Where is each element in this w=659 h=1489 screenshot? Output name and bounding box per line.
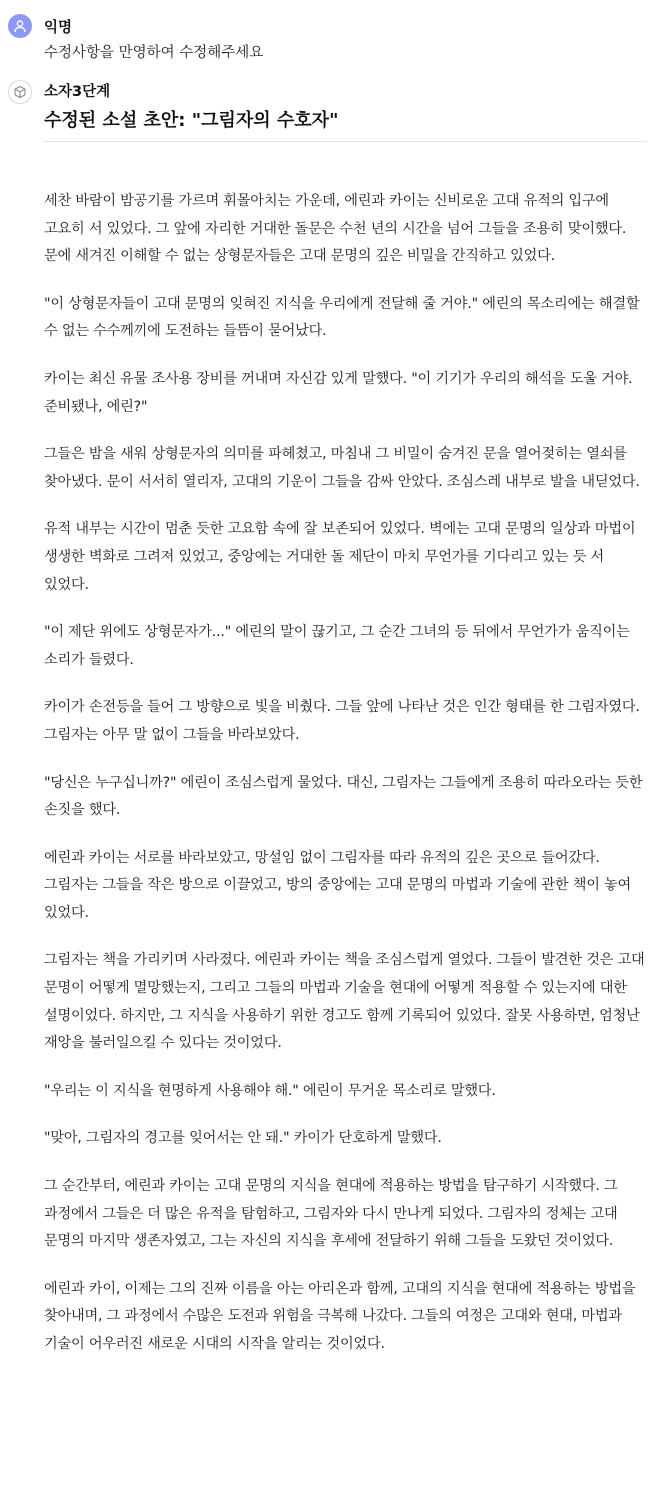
story-paragraph: 그 순간부터, 에린과 카이는 고대 문명의 지식을 현대에 적용하는 방법을 탐구하기 시작했다. 그 과정에서 그들은 더 많은 유적을 탐험하고, 그림자와 다시 만나게 되었다. 그림자의 정체는 고대 문명의 마지막 생존자였고, 그는 자신의 지식을 후세에 전달하기 위해 그들을 도왔던 것이었다. (44, 1178, 618, 1250)
story-paragraph: 카이가 손전등을 들어 그 방향으로 빛을 비췄다. 그들 앞에 나타난 것은 인간 형태를 한 그림자였다. 그림자는 아무 말 없이 그들을 바라보았다. (44, 699, 640, 743)
story-paragraph: "이 상형문자들이 고대 문명의 잊혀진 지식을 우리에게 전달해 줄 거야." 에린의 목소리에는 해결할 수 없는 수수께끼에 도전하는 들뜸이 묻어났다. (44, 295, 640, 340)
story-paragraph: 그림자는 책을 가리키며 사라졌다. 에린과 카이는 책을 조심스럽게 열었다. 그들이 발견한 것은 고대 문명이 어떻게 멸망했는지, 그리고 그들의 마법과 기술을 현대에 어떻게 적용할 수 있는지에 대한 설명이었다. 하지만, 그 지식을 사용하기 위한 경고도 함께 기록되어 있었다. 잘못 사용하면, 엄청난 재앙을 불러일으킬 수 있다는 것이었다. (44, 952, 645, 1052)
story-paragraph: "맞아, 그림자의 경고를 잊어서는 안 돼." 카이가 단호하게 말했다. (44, 1130, 442, 1147)
story-paragraph: 그들은 밤을 새워 상형문자의 의미를 파헤쳤고, 마침내 그 비밀이 숨겨진 문을 열어젖히는 열쇠를 찾아냈다. 문이 서서히 열리자, 고대의 기운이 그들을 감싸 안았다. 조심스레 내부로 발을 내딛었다. (44, 446, 640, 490)
user-message-text: 수정사항을 만영하여 수정해주세요 (44, 45, 264, 61)
story-title: 수정된 소설 초안: "그림자의 수호자" (44, 110, 339, 131)
story-paragraph: 세찬 바람이 밤공기를 가르며 휘몰아치는 가운데, 에린과 카이는 신비로운 고대 유적의 입구에 고요히 서 있었다. 그 앞에 자리한 거대한 돌문은 수천 년의 시간을 넘어 그들을 조용히 맞이했다. 문에 새겨진 이해할 수 없는 상형문자들은 고대 문명의 깊은 비밀을 간직하고 있었다. (44, 193, 627, 265)
story-paragraph: "당신은 누구십니까?" 에린이 조심스럽게 물었다. 대신, 그림자는 그들에게 조용히 따라오라는 듯한 손짓을 했다. (44, 774, 643, 819)
story-paragraph: "우리는 이 지식을 현명하게 사용해야 해." 에린이 무거운 목소리로 말했다. (44, 1082, 496, 1099)
assistant-name: 소자3단계 (44, 84, 111, 100)
assistant-avatar (8, 80, 32, 104)
story-paragraph: 유적 내부는 시간이 멈춘 듯한 고요함 속에 잘 보존되어 있었다. 벽에는 고대 문명의 일상과 마법이 생생한 벽화로 그려져 있었고, 중앙에는 거대한 돌 제단이 마치 무언가를 기다리고 있는 듯 서 있었다. (44, 521, 636, 593)
user-name: 익명 (44, 20, 73, 36)
story-paragraph: "이 제단 위에도 상형문자가..." 에린의 말이 끊기고, 그 순간 그녀의 등 뒤에서 무언가가 움직이는 소리가 들렸다. (44, 624, 630, 668)
user-avatar (8, 14, 32, 38)
story-paragraph: 에린과 카이는 서로를 바라보았고, 망설임 없이 그림자를 따라 유적의 깊은 곳으로 들어갔다. 그림자는 그들을 작은 방으로 이끌었고, 방의 중앙에는 고대 문명의 마법과 기술에 관한 책이 놓여 있었다. (44, 849, 632, 921)
story-body (44, 188, 648, 1379)
cube-icon (13, 85, 27, 99)
divider (44, 141, 647, 142)
person-icon (13, 19, 27, 33)
story-paragraph: 에린과 카이, 이제는 그의 진짜 이름을 아는 아리온과 함께, 고대의 지식을 현대에 적용하는 방법을 찾아내며, 그 과정에서 수많은 도전과 위험을 극복해 나갔다. 그들의 여정은 고대와 현대, 마법과 기술이 어우러진 새로운 시대의 시작을 알리는 것이었다. (44, 1280, 636, 1352)
story-paragraph: 카이는 최신 유물 조사용 장비를 꺼내며 자신감 있게 말했다. "이 기기가 우리의 해석을 도울 거야. 준비됐나, 에린?" (44, 370, 633, 415)
